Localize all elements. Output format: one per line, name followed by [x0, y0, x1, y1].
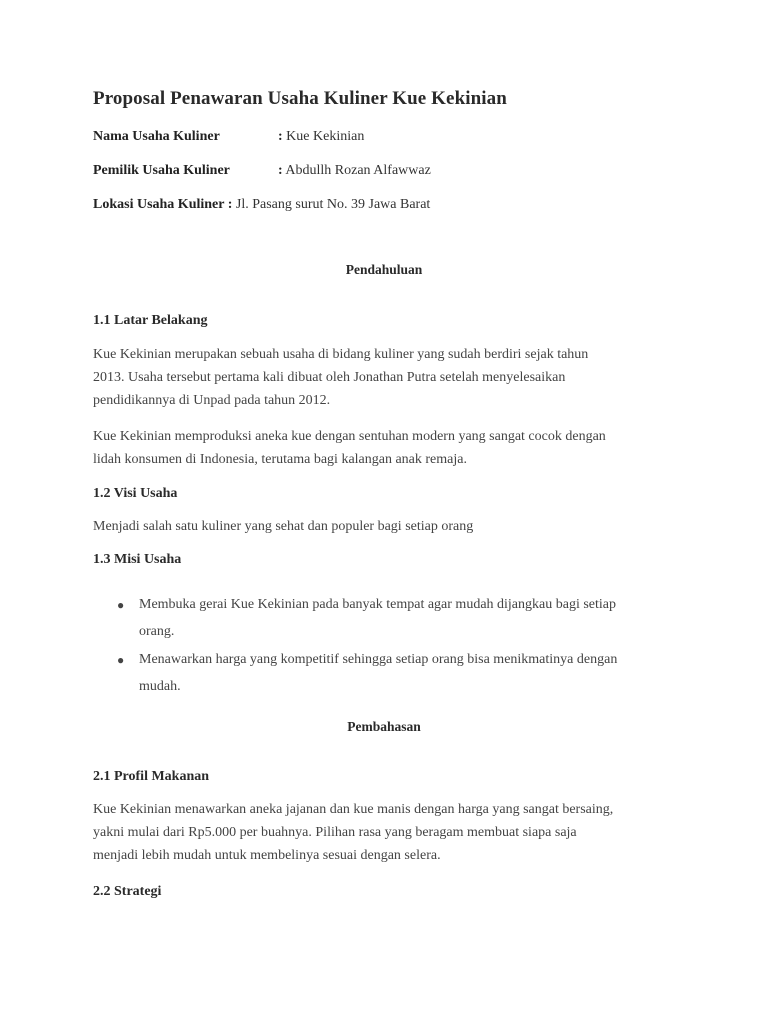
meta-label: Nama Usaha Kuliner	[93, 129, 220, 144]
meta-value: : Kue Kekinian	[278, 129, 365, 144]
bullet-icon: ●	[117, 653, 125, 667]
meta-row-pemilik	[93, 162, 693, 180]
section-heading-pembahasan: Pembahasan	[347, 719, 421, 734]
subheading-visi-usaha: 1.2 Visi Usaha	[93, 486, 178, 501]
document-page: Proposal Penawaran Usaha Kuliner Kue Kekinian Nama Usaha Kuliner : Kue Kekinian Pemilik Usaha Kuliner : Abdullh Rozan Alfawwaz Lokasi Usaha Kuliner : Jl. Pasang surut No. 39 Jawa Barat Pendahuluan 1.1 Latar Belakang Kue Kekinian merupakan sebuah usaha di bidang kuliner yang sudah berdiri sejak tahun 2013. Usaha tersebut pertama kali dibuat oleh Jonathan Putra setelah menyelesaikan pendidikannya di Unpad pada tahun 2012. Kue Kekinian memproduksi aneka kue dengan sentuhan modern yang sangat cocok dengan lidah konsumen di Indonesia, terutama bagi kalangan anak remaja. 1.2 Visi Usaha Menjadi salah satu kuliner yang sehat dan populer bagi setiap orang 1.3 Misi Usaha ● Membuka gerai Kue Kekinian pada banyak tempat agar mudah dijangkau bagi setiap orang. ● Menawarkan harga yang kompetitif sehingga setiap orang bisa menikmatinya dengan mudah. Pembahasan 2.1 Profil Makanan Kue Kekinian menawarkan aneka jajanan dan kue manis dengan harga yang sangat bersaing, yakni mulai dari Rp5.000 per buahnya. Pilihan rasa yang beragam membuat siapa saja menjadi lebih mudah untuk membelinya sesuai dengan selera. 2.2 Strategi	[0, 0, 768, 1024]
meta-value: Jl. Pasang surut No. 39 Jawa Barat	[235, 197, 431, 212]
section-heading-pendahuluan: Pendahuluan	[345, 262, 423, 277]
subheading-profil-makanan: 2.1 Profil Makanan	[93, 769, 210, 784]
meta-label: Pemilik Usaha Kuliner	[93, 163, 230, 178]
subheading-misi-usaha: 1.3 Misi Usaha	[93, 552, 182, 567]
paragraph-profil-makanan: Kue Kekinian menawarkan aneka jajanan dan kue manis dengan harga yang sangat bersaing, yakni mulai dari Rp5.000 per buahnya. Pilihan rasa yang beragam membuat siapa saja menjadi lebih mudah untuk membelinya sesuai dengan selera.	[93, 802, 614, 863]
paragraph-visi-usaha: Menjadi salah satu kuliner yang sehat dan populer bagi setiap orang	[93, 519, 474, 534]
paragraph-latar-belakang-2: Kue Kekinian memproduksi aneka kue dengan sentuhan modern yang sangat cocok dengan lidah konsumen di Indonesia, terutama bagi kalangan anak remaja.	[93, 429, 606, 467]
meta-row-lokasi	[93, 196, 693, 214]
paragraph-latar-belakang-1: Kue Kekinian merupakan sebuah usaha di bidang kuliner yang sudah berdiri sejak tahun 2013. Usaha tersebut pertama kali dibuat oleh Jonathan Putra setelah menyelesaikan pendidikannya di Unpad pada tahun 2012.	[93, 347, 589, 408]
meta-value: : Abdullh Rozan Alfawwaz	[278, 163, 431, 178]
bullet-icon: ●	[117, 598, 125, 612]
document-title: Proposal Penawaran Usaha Kuliner Kue Kekinian	[93, 88, 507, 109]
subheading-strategi: 2.2 Strategi	[93, 884, 162, 899]
meta-label: Lokasi Usaha Kuliner :	[93, 197, 233, 212]
subheading-latar-belakang: 1.1 Latar Belakang	[93, 313, 208, 328]
meta-row-nama	[93, 128, 693, 146]
